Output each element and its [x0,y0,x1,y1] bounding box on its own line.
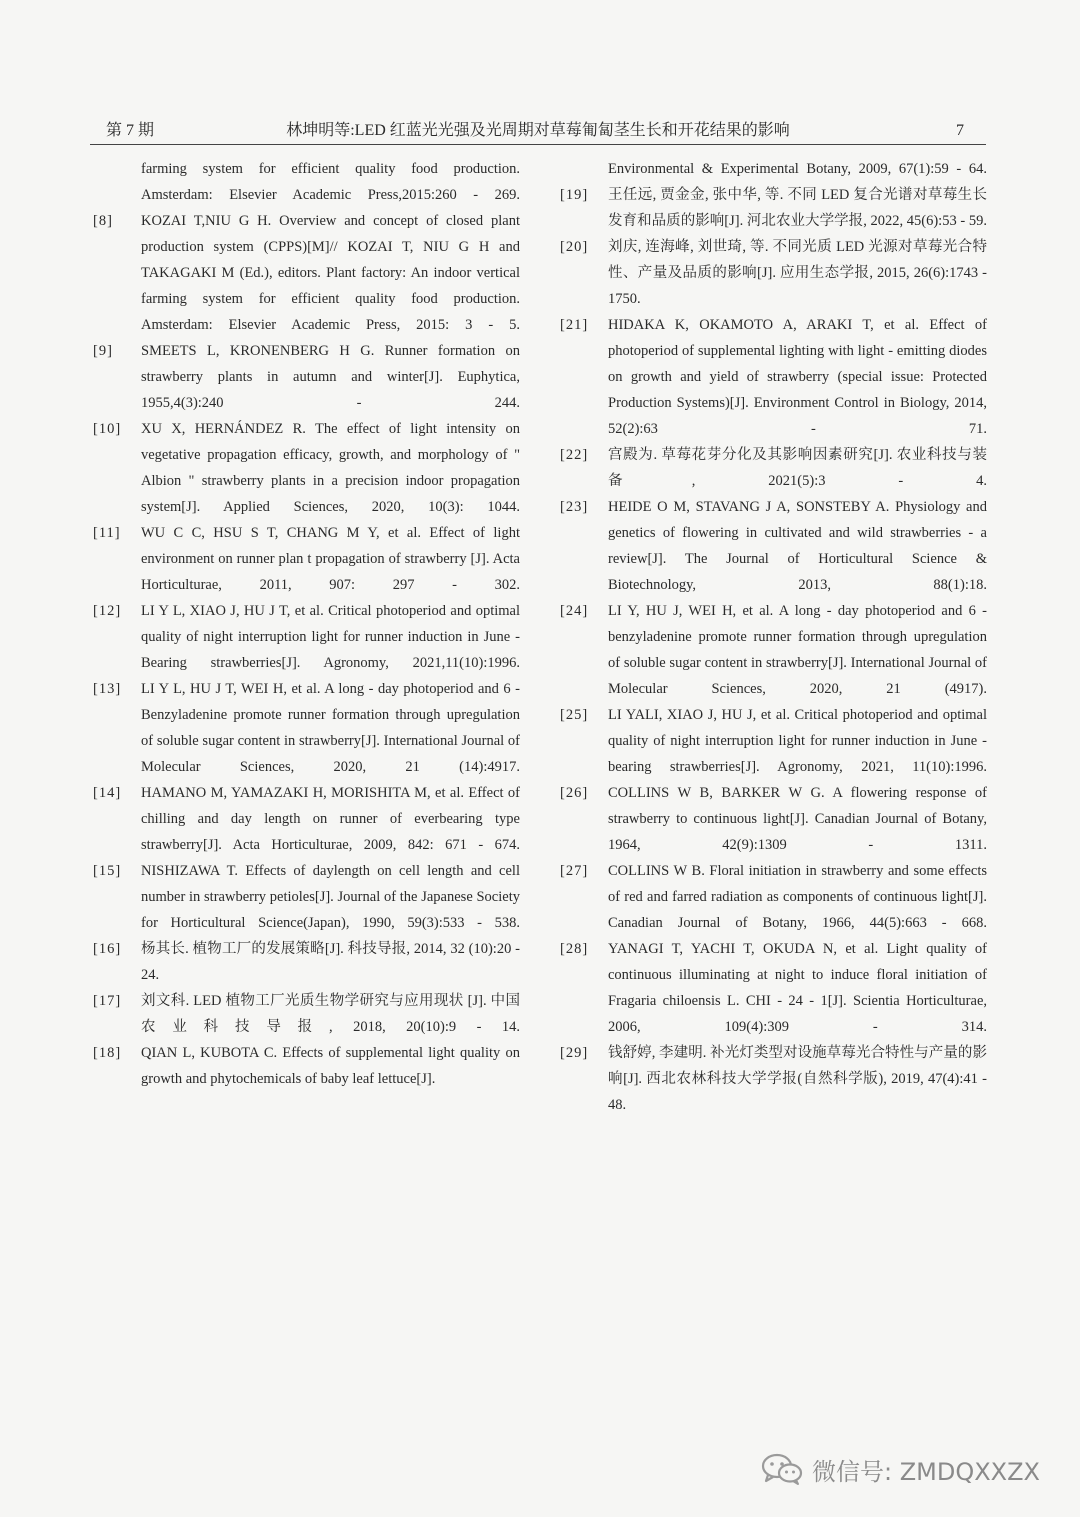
reference-number: [17] [93,993,122,1009]
reference-text: farming system for efficient quality food production. Amsterdam: Elsevier Academic Press,2015:260 - 269. [141,161,520,203]
reference-item [557,442,987,494]
reference-item [90,936,520,988]
reference-number: [25] [560,707,589,723]
reference-number: [10] [93,421,122,437]
references-left-column [90,156,520,1092]
reference-item [557,156,987,182]
reference-text: XU X, HERNÁNDEZ R. The effect of light intensity on vegetative propagation efficacy, growth, and morphology of " Albion " strawberry plants in a precision indoor propagation system[J]. Applied Sciences, 2020, 10(3): 1044. [141,421,520,515]
reference-text: LI YALI, XIAO J, HU J, et al. Critical photoperiod and optimal quality of night interruption light for runner induction in June - bearing strawberries[J]. Agronomy, 2021, 11(10):1996. [608,707,987,775]
reference-item [90,780,520,858]
references-right-column [557,156,987,1118]
reference-text: 钱舒婷, 李建明. 补光灯类型对设施草莓光合特性与产量的影响[J]. 西北农林科技大学学报(自然科学版), 2019, 47(4):41 - 48. [608,1045,987,1113]
reference-text: LI Y, HU J, WEI H, et al. A long - day photoperiod and 6 - benzyladenine promote runner formation through upregulation of soluble sugar content in strawberry[J]. International Journal of Molecular Sciences, 2020, 21 (4917). [608,603,987,697]
reference-number: [15] [93,863,122,879]
reference-item [90,208,520,338]
reference-item [557,312,987,442]
reference-item [557,1040,987,1118]
reference-number: [12] [93,603,122,619]
reference-number: [19] [560,187,589,203]
reference-text: SMEETS L, KRONENBERG H G. Runner formation on strawberry plants in autumn and winter[J]. Euphytica, 1955,4(3):240 - 244. [141,343,520,411]
reference-text: 刘文科. LED 植物工厂光质生物学研究与应用现状 [J]. 中国农业科技导报, 2018, 20(10):9 - 14. [141,993,520,1035]
reference-number: [27] [560,863,589,879]
reference-number: [23] [560,499,589,515]
wechat-icon [760,1452,804,1486]
reference-text: KOZAI T,NIU G H. Overview and concept of closed plant production system (CPPS)[M]// KOZAI T, NIU G H and TAKAGAKI M (Ed.), editors. Plant factory: An indoor vertical farming system for efficient quality food production. Amsterdam: Elsevier Academic Press, 2015: 3 - 5. [141,213,520,333]
watermark-text: 微信号: ZMDQXXZX [812,1457,1040,1486]
reference-number: [16] [93,941,122,957]
reference-text: HIDAKA K, OKAMOTO A, ARAKI T, et al. Effect of photoperiod of supplemental lighting with light - emitting diodes on growth and yield of strawberry (special issue: Protected Production Systems)[J]. Environment Control in Biology, 2014, 52(2):63 - 71. [608,317,987,437]
reference-item [90,338,520,416]
reference-text: YANAGI T, YACHI T, OKUDA N, et al. Light quality of continuous illuminating at night to induce floral initiation of Fragaria chiloensis L. CHI - 24 - 1[J]. Scientia Horticulturae, 2006, 109(4):309 - 314. [608,941,987,1035]
reference-item [90,520,520,598]
reference-item [557,182,987,234]
page-header [90,118,986,145]
reference-item [557,780,987,858]
reference-item [557,494,987,598]
reference-text: Environmental & Experimental Botany, 2009, 67(1):59 - 64. [608,161,987,177]
reference-item [90,988,520,1040]
reference-text: 王任远, 贾金金, 张中华, 等. 不同 LED 复合光谱对草莓生长发育和品质的影响[J]. 河北农业大学学报, 2022, 45(6):53 - 59. [608,187,987,229]
reference-number: [18] [93,1045,122,1061]
reference-text: LI Y L, XIAO J, HU J T, et al. Critical photoperiod and optimal quality of night interruption light for runner induction in June - Bearing strawberries[J]. Agronomy, 2021,11(10):1996. [141,603,520,671]
reference-number: [11] [93,525,121,541]
reference-item [557,936,987,1040]
wechat-watermark [760,1452,1040,1486]
reference-item [90,676,520,780]
reference-text: 宫殿为. 草莓花芽分化及其影响因素研究[J]. 农业科技与装备, 2021(5):3 - 4. [608,447,987,489]
reference-number: [21] [560,317,589,333]
reference-number: [24] [560,603,589,619]
reference-item [90,858,520,936]
reference-number: [13] [93,681,122,697]
reference-number: [29] [560,1045,589,1061]
reference-text: HAMANO M, YAMAZAKI H, MORISHITA M, et al. Effect of chilling and day length on runner of everbearing type strawberry[J]. Acta Horticulturae, 2009, 842: 671 - 674. [141,785,520,853]
reference-number: [14] [93,785,122,801]
reference-item [90,156,520,208]
reference-text: QIAN L, KUBOTA C. Effects of supplemental light quality on growth and phytochemicals of baby leaf lettuce[J]. [141,1045,520,1087]
reference-number: [20] [560,239,589,255]
reference-text: COLLINS W B, BARKER W G. A flowering response of strawberry to continuous light[J]. Canadian Journal of Botany, 1964, 42(9):1309 - 1311. [608,785,987,853]
reference-text: WU C C, HSU S T, CHANG M Y, et al. Effect of light environment on runner plan t propagation of strawberry [J]. Acta Horticulturae, 2011, 907: 297 - 302. [141,525,520,593]
reference-item [90,1040,520,1092]
reference-item [557,858,987,936]
reference-item [90,598,520,676]
running-title: 林坤明等:LED 红蓝光光强及光周期对草莓匍匐茎生长和开花结果的影响 [286,122,790,139]
reference-item [557,598,987,702]
reference-text: COLLINS W B. Floral initiation in strawberry and some effects of red and farred radiation as components of continuous light[J]. Canadian Journal of Botany, 1966, 44(5):663 - 668. [608,863,987,931]
reference-item [557,702,987,780]
reference-number: [22] [560,447,589,463]
reference-item [557,234,987,312]
page-number: 7 [956,122,964,139]
reference-text: NISHIZAWA T. Effects of daylength on cell length and cell number in strawberry petioles[J]. Journal of the Japanese Society for Horticultural Science(Japan), 1990, 59(3):533 - 538. [141,863,520,931]
issue-label: 第 7 期 [106,122,155,139]
reference-text: HEIDE O M, STAVANG J A, SONSTEBY A. Physiology and genetics of flowering in cultivated and wild strawberries - a review[J]. The Journal of Horticultural Science & Biotechnology, 2013, 88(1):18. [608,499,987,593]
reference-number: [8] [93,213,113,229]
reference-text: 杨其长. 植物工厂的发展策略[J]. 科技导报, 2014, 32 (10):20 - 24. [141,941,520,983]
reference-number: [28] [560,941,589,957]
reference-number: [9] [93,343,113,359]
reference-number: [26] [560,785,589,801]
reference-item [90,416,520,520]
reference-text: 刘庆, 连海峰, 刘世琦, 等. 不同光质 LED 光源对草莓光合特性、产量及品质的影响[J]. 应用生态学报, 2015, 26(6):1743 - 1750. [608,239,987,307]
reference-text: LI Y L, HU J T, WEI H, et al. A long - day photoperiod and 6 - Benzyladenine promote runner formation through upregulation of soluble sugar content in strawberry[J]. International Journal of Molecular Sciences, 2020, 21 (14):4917. [141,681,520,775]
